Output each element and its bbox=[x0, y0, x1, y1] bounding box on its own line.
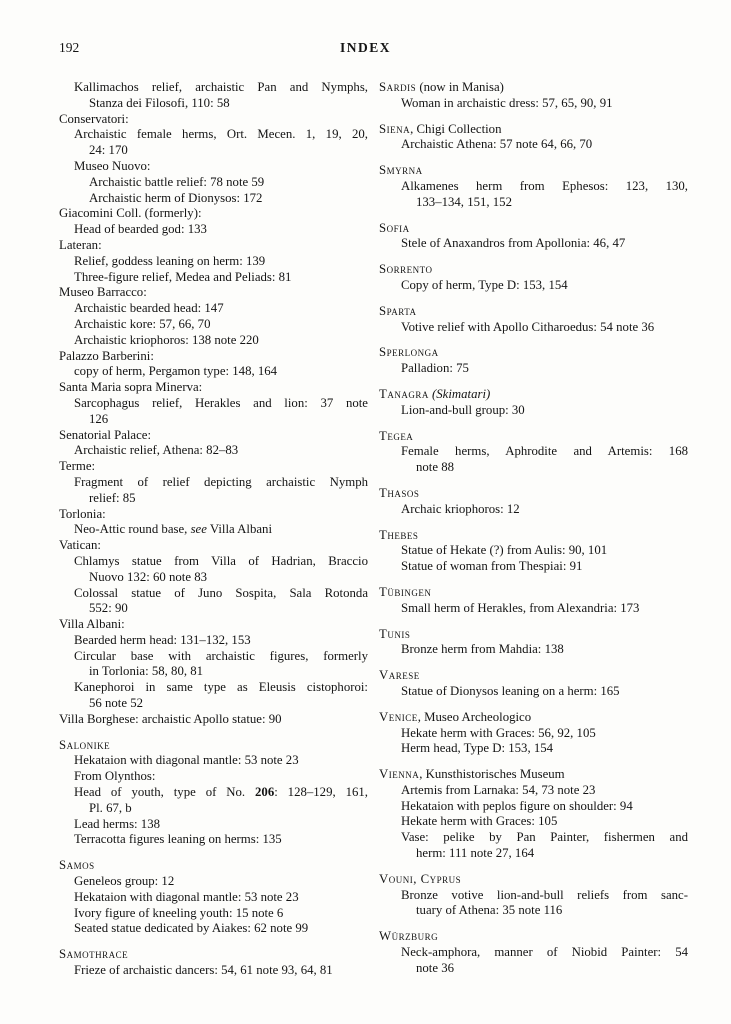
index-heading-name: Sparta bbox=[379, 303, 417, 318]
index-entry: Archaistic Athena: 57 note 64, 66, 70 bbox=[401, 137, 593, 152]
index-heading bbox=[379, 163, 688, 179]
index-heading-name: Smyrna bbox=[379, 163, 423, 178]
index-heading bbox=[379, 585, 688, 601]
index-entry: Hekate herm with Graces: 56, 92, 105 bbox=[401, 725, 596, 740]
index-entry: Woman in archaistic dress: 57, 65, 90, 91 bbox=[401, 95, 613, 110]
index-heading bbox=[379, 345, 688, 361]
index-heading bbox=[379, 122, 688, 138]
index-entry: Sarcophagus relief, Herakles and lion: 37 note bbox=[74, 395, 368, 410]
index-heading bbox=[379, 528, 688, 544]
index-heading-name: Sperlonga bbox=[379, 345, 439, 360]
page-title: INDEX bbox=[339, 40, 391, 55]
index-entry: 133–134, 151, 152 bbox=[416, 194, 512, 209]
index-heading-name: Sardis bbox=[379, 80, 417, 94]
index-entry: Vatican: bbox=[59, 538, 101, 553]
index-entry: Terracotta figures leaning on herms: 135 bbox=[74, 832, 282, 847]
index-entry: Bronze votive lion-and-bull reliefs from sanc- bbox=[401, 887, 688, 902]
index-entry: Artemis from Larnaka: 54, 73 note 23 bbox=[401, 782, 596, 797]
index-entry: tuary of Athena: 35 note 116 bbox=[416, 903, 563, 918]
index-entry: Herm head, Type D: 153, 154 bbox=[401, 741, 554, 756]
index-heading-name: Thasos bbox=[379, 485, 420, 500]
index-heading bbox=[379, 710, 688, 726]
index-entry: 552: 90 bbox=[89, 601, 128, 616]
index-heading-name: Sorrento bbox=[379, 262, 433, 277]
index-entry: Archaistic female herms, Ort. Mecen. 1, 19, 20, bbox=[74, 127, 368, 142]
index-entry: Relief, goddess leaning on herm: 139 bbox=[74, 253, 266, 268]
index-entry: Lead herms: 138 bbox=[74, 816, 160, 831]
index-entry: Hekataion with diagonal mantle: 53 note 23 bbox=[74, 753, 299, 768]
index-heading-name: Samothrace bbox=[59, 947, 129, 962]
index-entry: Museo Barracco: bbox=[59, 285, 147, 300]
index-entry: Archaic kriophoros: 12 bbox=[401, 501, 520, 516]
index-heading bbox=[379, 429, 688, 445]
index-heading bbox=[379, 304, 688, 320]
index-heading-name: Varese bbox=[379, 668, 420, 683]
index-entry: Terme: bbox=[59, 459, 96, 474]
index-entry: Hekate herm with Graces: 105 bbox=[401, 814, 558, 829]
index-entry: Stanza dei Filosofi, 110: 58 bbox=[89, 95, 230, 110]
index-heading-detail: , Kunsthistorisches Museum bbox=[419, 767, 565, 782]
index-heading bbox=[379, 627, 688, 643]
index-column-left bbox=[59, 80, 368, 979]
index-entry: Villa Borghese: archaistic Apollo statue: 90 bbox=[59, 711, 282, 726]
index-heading bbox=[59, 858, 368, 874]
index-column-right bbox=[379, 80, 688, 977]
index-heading bbox=[379, 668, 688, 684]
index-heading-name: Siena bbox=[379, 121, 411, 136]
index-entry: note 88 bbox=[416, 460, 455, 475]
index-entry: Hekataion with diagonal mantle: 53 note 23 bbox=[74, 889, 299, 904]
index-entry: Colossal statue of Juno Sospita, Sala Rotonda bbox=[74, 585, 368, 600]
index-heading-name: Thebes bbox=[379, 527, 419, 542]
index-heading-name: Vouni, Cyprus bbox=[379, 871, 462, 886]
index-heading bbox=[379, 767, 688, 783]
index-heading bbox=[379, 221, 688, 237]
index-heading-name: Tübingen bbox=[379, 584, 432, 599]
index-heading-detail: , Chigi Collection bbox=[410, 121, 502, 136]
index-entry: Bronze herm from Mahdia: 138 bbox=[401, 642, 564, 657]
index-entry: relief: 85 bbox=[89, 490, 136, 505]
index-heading-detail: (Skimatari) bbox=[428, 386, 491, 401]
index-entry: Chlamys statue from Villa of Hadrian, Braccio bbox=[74, 553, 368, 568]
index-entry: Santa Maria sopra Minerva: bbox=[59, 380, 203, 395]
index-entry: 56 note 52 bbox=[89, 696, 144, 711]
index-entry: Archaistic herm of Dionysos: 172 bbox=[89, 190, 263, 205]
index-entry: Neck-amphora, manner of Niobid Painter: 54 bbox=[401, 945, 688, 960]
index-heading bbox=[379, 80, 688, 96]
index-entry: Small herm of Herakles, from Alexandria: 173 bbox=[401, 600, 640, 615]
index-heading-name: Sofia bbox=[379, 220, 410, 235]
index-entry: Votive relief with Apollo Citharoedus: 54 note 36 bbox=[401, 319, 655, 334]
index-entry: Nuovo 132: 60 note 83 bbox=[89, 569, 208, 584]
index-entry: Giacomini Coll. (formerly): bbox=[59, 206, 202, 221]
index-entry: 126 bbox=[89, 411, 109, 426]
index-entry: Seated statue dedicated by Aiakes: 62 note 99 bbox=[74, 921, 309, 936]
index-heading bbox=[379, 872, 688, 888]
index-entry: Statue of Hekate (?) from Aulis: 90, 101 bbox=[401, 543, 608, 558]
index-entry: Archaistic bearded head: 147 bbox=[74, 301, 224, 316]
index-entry: Geneleos group: 12 bbox=[74, 874, 175, 889]
index-entry: Museo Nuovo: bbox=[74, 158, 151, 173]
index-heading-name: Venice bbox=[379, 709, 418, 724]
index-entry: Archaistic kore: 57, 66, 70 bbox=[74, 316, 211, 331]
index-entry: Pl. 67, b bbox=[89, 800, 132, 815]
index-columns bbox=[59, 80, 689, 979]
index-entry: Lion-and-bull group: 30 bbox=[401, 402, 525, 417]
index-heading bbox=[379, 929, 688, 945]
index-entry: Statue of woman from Thespiai: 91 bbox=[401, 559, 583, 574]
index-entry: Villa Albani: bbox=[59, 617, 125, 632]
index-heading-name: Salonike bbox=[59, 737, 111, 752]
index-entry: Bearded herm head: 131–132, 153 bbox=[74, 632, 251, 647]
index-entry: Conservatori: bbox=[59, 111, 129, 126]
index-entry: in Torlonia: 58, 80, 81 bbox=[89, 664, 204, 679]
index-entry: Fragment of relief depicting archaistic Nymph bbox=[74, 474, 368, 489]
index-entry: Ivory figure of kneeling youth: 15 note 6 bbox=[74, 905, 284, 920]
index-entry: Palazzo Barberini: bbox=[59, 348, 154, 363]
index-entry: Vase: pelike by Pan Painter, fishermen and bbox=[401, 830, 688, 845]
index-heading bbox=[379, 262, 688, 278]
index-entry: Kallimachos relief, archaistic Pan and Nymphs, bbox=[74, 80, 368, 94]
index-entry: Head of bearded god: 133 bbox=[74, 222, 207, 237]
index-entry: From Olynthos: bbox=[74, 769, 156, 784]
index-entry: Lateran: bbox=[59, 237, 102, 252]
index-entry: Archaistic kriophoros: 138 note 220 bbox=[74, 332, 259, 347]
index-entry: 24: 170 bbox=[89, 143, 128, 158]
index-entry: Frieze of archaistic dancers: 54, 61 note 93, 64, 81 bbox=[74, 963, 333, 978]
index-entry: Circular base with archaistic figures, formerly bbox=[74, 648, 368, 663]
index-entry: Copy of herm, Type D: 153, 154 bbox=[401, 277, 568, 292]
index-entry: Senatorial Palace: bbox=[59, 427, 152, 442]
index-heading bbox=[379, 486, 688, 502]
index-entry: Archaistic battle relief: 78 note 59 bbox=[89, 174, 265, 189]
index-entry: Neo-Attic round base, see Villa Albani bbox=[74, 522, 273, 537]
index-heading-name: Würzburg bbox=[379, 929, 439, 944]
index-entry: Torlonia: bbox=[59, 506, 106, 521]
index-heading-detail: (now in Manisa) bbox=[416, 80, 504, 94]
index-heading bbox=[379, 387, 688, 403]
index-entry: note 36 bbox=[416, 960, 455, 975]
index-entry: Kanephoroi in same type as Eleusis cistophoroi: bbox=[74, 680, 368, 695]
index-entry: Alkamenes herm from Ephesos: 123, 130, bbox=[401, 178, 688, 193]
index-heading-name: Tanagra bbox=[379, 386, 429, 401]
index-heading-name: Tunis bbox=[379, 626, 411, 641]
page-number: 192 bbox=[59, 40, 80, 55]
index-heading-name: Tegea bbox=[379, 428, 414, 443]
index-entry: Palladion: 75 bbox=[401, 361, 469, 376]
index-entry: herm: 111 note 27, 164 bbox=[416, 846, 535, 861]
index-heading-detail: , Museo Archeologico bbox=[417, 709, 532, 724]
index-entry: Three-figure relief, Medea and Peliads: 81 bbox=[74, 269, 292, 284]
index-heading bbox=[59, 947, 368, 963]
index-entry: Archaistic relief, Athena: 82–83 bbox=[74, 443, 239, 458]
index-entry: Stele of Anaxandros from Apollonia: 46, 47 bbox=[401, 236, 626, 251]
index-entry: Female herms, Aphrodite and Artemis: 168 bbox=[401, 444, 688, 459]
index-entry: Head of youth, type of No. 206: 128–129, 161, bbox=[74, 785, 368, 800]
index-heading bbox=[59, 738, 368, 754]
index-heading-name: Vienna bbox=[379, 767, 420, 782]
index-entry: copy of herm, Pergamon type: 148, 164 bbox=[74, 364, 278, 379]
index-heading-name: Samos bbox=[59, 858, 95, 873]
index-entry: Statue of Dionysos leaning on a herm: 165 bbox=[401, 683, 620, 698]
index-entry: Hekataion with peplos figure on shoulder: 94 bbox=[401, 798, 633, 813]
